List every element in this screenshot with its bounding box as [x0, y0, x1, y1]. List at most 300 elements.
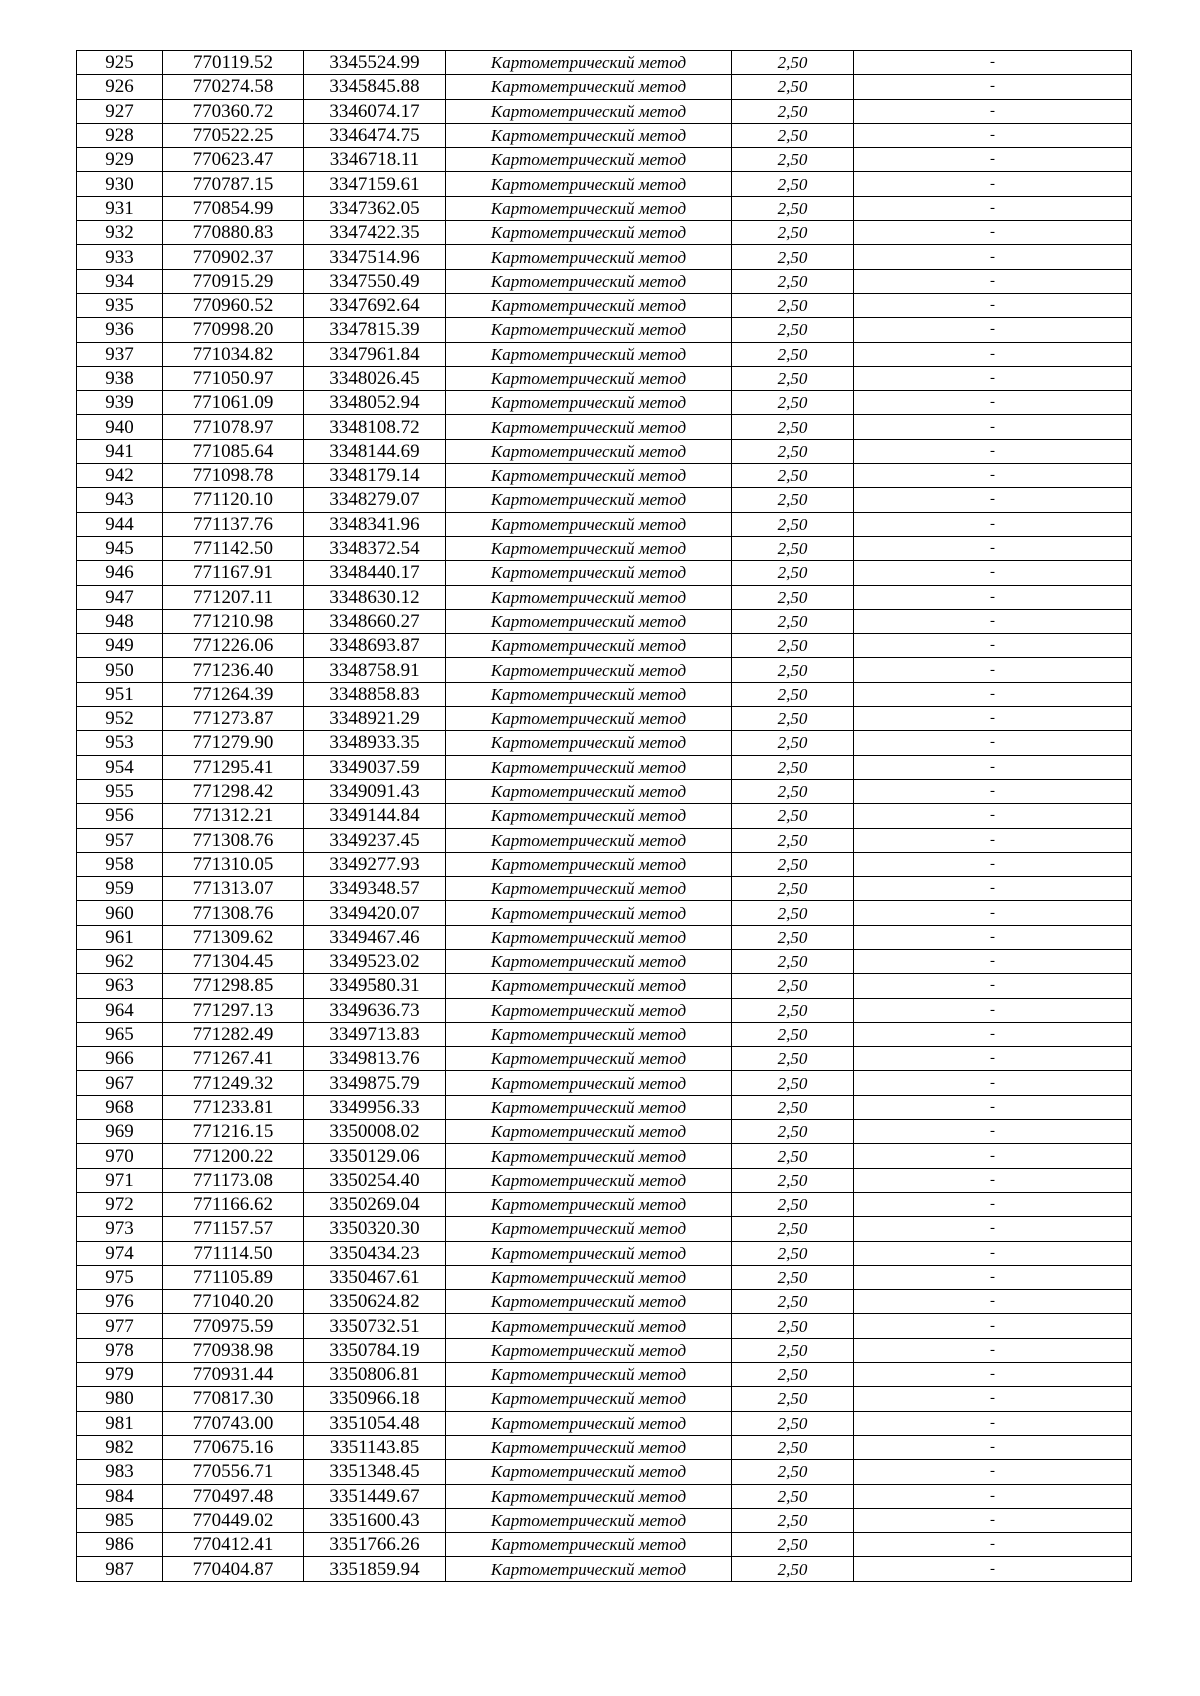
- method-cell: Картометрический метод: [446, 949, 732, 973]
- y-coordinate-cell: 3348660.27: [304, 609, 446, 633]
- x-coordinate-cell: 771273.87: [163, 707, 304, 731]
- description-cell: -: [854, 1095, 1132, 1119]
- method-cell: Картометрический метод: [446, 561, 732, 585]
- x-coordinate-cell: 771216.15: [163, 1120, 304, 1144]
- point-number-cell: 961: [77, 925, 163, 949]
- x-coordinate-cell: 770880.83: [163, 221, 304, 245]
- x-coordinate-cell: 770623.47: [163, 148, 304, 172]
- table-row: [77, 1533, 1132, 1557]
- description-cell: -: [854, 1192, 1132, 1216]
- y-coordinate-cell: 3347692.64: [304, 293, 446, 317]
- point-number-cell: 948: [77, 609, 163, 633]
- point-number-cell: 985: [77, 1508, 163, 1532]
- description-cell: -: [854, 318, 1132, 342]
- y-coordinate-cell: 3349523.02: [304, 949, 446, 973]
- table-row: [77, 172, 1132, 196]
- point-number-cell: 929: [77, 148, 163, 172]
- accuracy-cell: 2,50: [732, 707, 854, 731]
- description-cell: -: [854, 779, 1132, 803]
- accuracy-cell: 2,50: [732, 512, 854, 536]
- method-cell: Картометрический метод: [446, 877, 732, 901]
- x-coordinate-cell: 770787.15: [163, 172, 304, 196]
- x-coordinate-cell: 771034.82: [163, 342, 304, 366]
- y-coordinate-cell: 3348052.94: [304, 391, 446, 415]
- y-coordinate-cell: 3350624.82: [304, 1290, 446, 1314]
- x-coordinate-cell: 771304.45: [163, 949, 304, 973]
- y-coordinate-cell: 3348179.14: [304, 464, 446, 488]
- method-cell: Картометрический метод: [446, 1411, 732, 1435]
- table-row: [77, 634, 1132, 658]
- description-cell: -: [854, 609, 1132, 633]
- accuracy-cell: 2,50: [732, 488, 854, 512]
- description-cell: -: [854, 682, 1132, 706]
- accuracy-cell: 2,50: [732, 609, 854, 633]
- method-cell: Картометрический метод: [446, 1314, 732, 1338]
- point-number-cell: 941: [77, 439, 163, 463]
- description-cell: -: [854, 1168, 1132, 1192]
- accuracy-cell: 2,50: [732, 949, 854, 973]
- accuracy-cell: 2,50: [732, 804, 854, 828]
- y-coordinate-cell: 3349237.45: [304, 828, 446, 852]
- x-coordinate-cell: 770412.41: [163, 1533, 304, 1557]
- description-cell: -: [854, 99, 1132, 123]
- method-cell: Картометрический метод: [446, 1435, 732, 1459]
- method-cell: Картометрический метод: [446, 488, 732, 512]
- accuracy-cell: 2,50: [732, 75, 854, 99]
- point-number-cell: 954: [77, 755, 163, 779]
- method-cell: Картометрический метод: [446, 366, 732, 390]
- y-coordinate-cell: 3350320.30: [304, 1217, 446, 1241]
- accuracy-cell: 2,50: [732, 1363, 854, 1387]
- coordinates-table-body: [77, 51, 1132, 1582]
- point-number-cell: 958: [77, 852, 163, 876]
- table-row: [77, 1095, 1132, 1119]
- y-coordinate-cell: 3349813.76: [304, 1047, 446, 1071]
- accuracy-cell: 2,50: [732, 779, 854, 803]
- table-row: [77, 1314, 1132, 1338]
- point-number-cell: 925: [77, 51, 163, 75]
- description-cell: -: [854, 1460, 1132, 1484]
- point-number-cell: 951: [77, 682, 163, 706]
- accuracy-cell: 2,50: [732, 1095, 854, 1119]
- method-cell: Картометрический метод: [446, 1022, 732, 1046]
- x-coordinate-cell: 770675.16: [163, 1435, 304, 1459]
- description-cell: -: [854, 1144, 1132, 1168]
- point-number-cell: 933: [77, 245, 163, 269]
- description-cell: -: [854, 1047, 1132, 1071]
- table-row: [77, 755, 1132, 779]
- point-number-cell: 946: [77, 561, 163, 585]
- method-cell: Картометрический метод: [446, 439, 732, 463]
- x-coordinate-cell: 771282.49: [163, 1022, 304, 1046]
- x-coordinate-cell: 771061.09: [163, 391, 304, 415]
- description-cell: -: [854, 269, 1132, 293]
- description-cell: -: [854, 998, 1132, 1022]
- description-cell: -: [854, 1338, 1132, 1362]
- method-cell: Картометрический метод: [446, 1241, 732, 1265]
- y-coordinate-cell: 3349467.46: [304, 925, 446, 949]
- x-coordinate-cell: 771105.89: [163, 1265, 304, 1289]
- y-coordinate-cell: 3350806.81: [304, 1363, 446, 1387]
- x-coordinate-cell: 771264.39: [163, 682, 304, 706]
- y-coordinate-cell: 3351449.67: [304, 1484, 446, 1508]
- description-cell: -: [854, 1411, 1132, 1435]
- y-coordinate-cell: 3347550.49: [304, 269, 446, 293]
- x-coordinate-cell: 770522.25: [163, 123, 304, 147]
- table-row: [77, 1217, 1132, 1241]
- point-number-cell: 955: [77, 779, 163, 803]
- table-row: [77, 1168, 1132, 1192]
- method-cell: Картометрический метод: [446, 585, 732, 609]
- accuracy-cell: 2,50: [732, 852, 854, 876]
- method-cell: Картометрический метод: [446, 1484, 732, 1508]
- y-coordinate-cell: 3345524.99: [304, 51, 446, 75]
- description-cell: -: [854, 901, 1132, 925]
- accuracy-cell: 2,50: [732, 391, 854, 415]
- description-cell: -: [854, 536, 1132, 560]
- method-cell: Картометрический метод: [446, 536, 732, 560]
- point-number-cell: 980: [77, 1387, 163, 1411]
- x-coordinate-cell: 771085.64: [163, 439, 304, 463]
- accuracy-cell: 2,50: [732, 1265, 854, 1289]
- accuracy-cell: 2,50: [732, 196, 854, 220]
- y-coordinate-cell: 3350008.02: [304, 1120, 446, 1144]
- x-coordinate-cell: 771298.85: [163, 974, 304, 998]
- description-cell: -: [854, 877, 1132, 901]
- accuracy-cell: 2,50: [732, 1217, 854, 1241]
- y-coordinate-cell: 3348108.72: [304, 415, 446, 439]
- table-row: [77, 1022, 1132, 1046]
- x-coordinate-cell: 771233.81: [163, 1095, 304, 1119]
- y-coordinate-cell: 3349875.79: [304, 1071, 446, 1095]
- description-cell: -: [854, 974, 1132, 998]
- y-coordinate-cell: 3351348.45: [304, 1460, 446, 1484]
- point-number-cell: 969: [77, 1120, 163, 1144]
- description-cell: -: [854, 439, 1132, 463]
- method-cell: Картометрический метод: [446, 51, 732, 75]
- x-coordinate-cell: 771207.11: [163, 585, 304, 609]
- description-cell: -: [854, 1533, 1132, 1557]
- x-coordinate-cell: 771050.97: [163, 366, 304, 390]
- description-cell: -: [854, 464, 1132, 488]
- table-row: [77, 731, 1132, 755]
- method-cell: Картометрический метод: [446, 318, 732, 342]
- y-coordinate-cell: 3350254.40: [304, 1168, 446, 1192]
- description-cell: -: [854, 1557, 1132, 1581]
- y-coordinate-cell: 3351054.48: [304, 1411, 446, 1435]
- y-coordinate-cell: 3345845.88: [304, 75, 446, 99]
- point-number-cell: 950: [77, 658, 163, 682]
- x-coordinate-cell: 770119.52: [163, 51, 304, 75]
- description-cell: -: [854, 1484, 1132, 1508]
- x-coordinate-cell: 770556.71: [163, 1460, 304, 1484]
- table-row: [77, 99, 1132, 123]
- y-coordinate-cell: 3349636.73: [304, 998, 446, 1022]
- table-row: [77, 1120, 1132, 1144]
- method-cell: Картометрический метод: [446, 148, 732, 172]
- point-number-cell: 976: [77, 1290, 163, 1314]
- description-cell: -: [854, 1314, 1132, 1338]
- method-cell: Картометрический метод: [446, 1338, 732, 1362]
- accuracy-cell: 2,50: [732, 1047, 854, 1071]
- method-cell: Картометрический метод: [446, 925, 732, 949]
- method-cell: Картометрический метод: [446, 974, 732, 998]
- table-row: [77, 804, 1132, 828]
- accuracy-cell: 2,50: [732, 1435, 854, 1459]
- point-number-cell: 987: [77, 1557, 163, 1581]
- table-row: [77, 75, 1132, 99]
- description-cell: -: [854, 196, 1132, 220]
- method-cell: Картометрический метод: [446, 804, 732, 828]
- x-coordinate-cell: 771310.05: [163, 852, 304, 876]
- description-cell: -: [854, 172, 1132, 196]
- y-coordinate-cell: 3347159.61: [304, 172, 446, 196]
- point-number-cell: 952: [77, 707, 163, 731]
- x-coordinate-cell: 770497.48: [163, 1484, 304, 1508]
- table-row: [77, 1508, 1132, 1532]
- table-row: [77, 1435, 1132, 1459]
- accuracy-cell: 2,50: [732, 901, 854, 925]
- description-cell: -: [854, 707, 1132, 731]
- y-coordinate-cell: 3349091.43: [304, 779, 446, 803]
- method-cell: Картометрический метод: [446, 245, 732, 269]
- method-cell: Картометрический метод: [446, 1047, 732, 1071]
- accuracy-cell: 2,50: [732, 755, 854, 779]
- x-coordinate-cell: 770360.72: [163, 99, 304, 123]
- table-row: [77, 779, 1132, 803]
- description-cell: -: [854, 1508, 1132, 1532]
- accuracy-cell: 2,50: [732, 172, 854, 196]
- y-coordinate-cell: 3350966.18: [304, 1387, 446, 1411]
- description-cell: -: [854, 634, 1132, 658]
- accuracy-cell: 2,50: [732, 682, 854, 706]
- point-number-cell: 957: [77, 828, 163, 852]
- description-cell: -: [854, 755, 1132, 779]
- x-coordinate-cell: 770998.20: [163, 318, 304, 342]
- point-number-cell: 938: [77, 366, 163, 390]
- point-number-cell: 953: [77, 731, 163, 755]
- point-number-cell: 940: [77, 415, 163, 439]
- x-coordinate-cell: 770931.44: [163, 1363, 304, 1387]
- description-cell: -: [854, 585, 1132, 609]
- point-number-cell: 978: [77, 1338, 163, 1362]
- table-row: [77, 949, 1132, 973]
- table-row: [77, 366, 1132, 390]
- point-number-cell: 956: [77, 804, 163, 828]
- description-cell: -: [854, 1071, 1132, 1095]
- method-cell: Картометрический метод: [446, 779, 732, 803]
- accuracy-cell: 2,50: [732, 221, 854, 245]
- y-coordinate-cell: 3349956.33: [304, 1095, 446, 1119]
- method-cell: Картометрический метод: [446, 755, 732, 779]
- y-coordinate-cell: 3350269.04: [304, 1192, 446, 1216]
- description-cell: -: [854, 804, 1132, 828]
- method-cell: Картометрический метод: [446, 1168, 732, 1192]
- accuracy-cell: 2,50: [732, 1241, 854, 1265]
- description-cell: -: [854, 75, 1132, 99]
- table-row: [77, 293, 1132, 317]
- table-row: [77, 1071, 1132, 1095]
- description-cell: -: [854, 245, 1132, 269]
- point-number-cell: 947: [77, 585, 163, 609]
- method-cell: Картометрический метод: [446, 901, 732, 925]
- method-cell: Картометрический метод: [446, 75, 732, 99]
- table-row: [77, 318, 1132, 342]
- description-cell: -: [854, 949, 1132, 973]
- method-cell: Картометрический метод: [446, 123, 732, 147]
- accuracy-cell: 2,50: [732, 561, 854, 585]
- accuracy-cell: 2,50: [732, 293, 854, 317]
- x-coordinate-cell: 770449.02: [163, 1508, 304, 1532]
- table-row: [77, 1411, 1132, 1435]
- x-coordinate-cell: 771308.76: [163, 828, 304, 852]
- x-coordinate-cell: 771040.20: [163, 1290, 304, 1314]
- description-cell: -: [854, 1022, 1132, 1046]
- y-coordinate-cell: 3350434.23: [304, 1241, 446, 1265]
- description-cell: -: [854, 512, 1132, 536]
- coordinates-table: [76, 50, 1132, 1582]
- point-number-cell: 966: [77, 1047, 163, 1071]
- x-coordinate-cell: 771142.50: [163, 536, 304, 560]
- description-cell: -: [854, 293, 1132, 317]
- table-row: [77, 707, 1132, 731]
- method-cell: Картометрический метод: [446, 852, 732, 876]
- method-cell: Картометрический метод: [446, 1265, 732, 1289]
- table-row: [77, 1557, 1132, 1581]
- point-number-cell: 970: [77, 1144, 163, 1168]
- method-cell: Картометрический метод: [446, 196, 732, 220]
- table-row: [77, 245, 1132, 269]
- point-number-cell: 942: [77, 464, 163, 488]
- method-cell: Картометрический метод: [446, 1508, 732, 1532]
- method-cell: Картометрический метод: [446, 682, 732, 706]
- method-cell: Картометрический метод: [446, 1144, 732, 1168]
- method-cell: Картометрический метод: [446, 99, 732, 123]
- accuracy-cell: 2,50: [732, 1290, 854, 1314]
- x-coordinate-cell: 771313.07: [163, 877, 304, 901]
- table-row: [77, 1484, 1132, 1508]
- method-cell: Картометрический метод: [446, 1071, 732, 1095]
- method-cell: Картометрический метод: [446, 1217, 732, 1241]
- table-row: [77, 488, 1132, 512]
- table-row: [77, 609, 1132, 633]
- table-row: [77, 852, 1132, 876]
- method-cell: Картометрический метод: [446, 1290, 732, 1314]
- accuracy-cell: 2,50: [732, 1022, 854, 1046]
- table-row: [77, 828, 1132, 852]
- description-cell: -: [854, 658, 1132, 682]
- y-coordinate-cell: 3348026.45: [304, 366, 446, 390]
- x-coordinate-cell: 771098.78: [163, 464, 304, 488]
- method-cell: Картометрический метод: [446, 1533, 732, 1557]
- y-coordinate-cell: 3349144.84: [304, 804, 446, 828]
- point-number-cell: 983: [77, 1460, 163, 1484]
- accuracy-cell: 2,50: [732, 366, 854, 390]
- x-coordinate-cell: 771200.22: [163, 1144, 304, 1168]
- x-coordinate-cell: 771249.32: [163, 1071, 304, 1095]
- x-coordinate-cell: 771309.62: [163, 925, 304, 949]
- x-coordinate-cell: 771236.40: [163, 658, 304, 682]
- y-coordinate-cell: 3349713.83: [304, 1022, 446, 1046]
- x-coordinate-cell: 771137.76: [163, 512, 304, 536]
- point-number-cell: 963: [77, 974, 163, 998]
- table-row: [77, 1460, 1132, 1484]
- accuracy-cell: 2,50: [732, 99, 854, 123]
- x-coordinate-cell: 771297.13: [163, 998, 304, 1022]
- description-cell: -: [854, 221, 1132, 245]
- y-coordinate-cell: 3348341.96: [304, 512, 446, 536]
- accuracy-cell: 2,50: [732, 998, 854, 1022]
- accuracy-cell: 2,50: [732, 828, 854, 852]
- description-cell: -: [854, 1265, 1132, 1289]
- accuracy-cell: 2,50: [732, 1508, 854, 1532]
- y-coordinate-cell: 3346718.11: [304, 148, 446, 172]
- point-number-cell: 959: [77, 877, 163, 901]
- method-cell: Картометрический метод: [446, 707, 732, 731]
- table-row: [77, 51, 1132, 75]
- point-number-cell: 977: [77, 1314, 163, 1338]
- y-coordinate-cell: 3349580.31: [304, 974, 446, 998]
- method-cell: Картометрический метод: [446, 512, 732, 536]
- x-coordinate-cell: 771295.41: [163, 755, 304, 779]
- description-cell: -: [854, 488, 1132, 512]
- y-coordinate-cell: 3350129.06: [304, 1144, 446, 1168]
- method-cell: Картометрический метод: [446, 1192, 732, 1216]
- y-coordinate-cell: 3348758.91: [304, 658, 446, 682]
- accuracy-cell: 2,50: [732, 1120, 854, 1144]
- point-number-cell: 986: [77, 1533, 163, 1557]
- table-row: [77, 415, 1132, 439]
- point-number-cell: 971: [77, 1168, 163, 1192]
- table-row: [77, 901, 1132, 925]
- method-cell: Картометрический метод: [446, 634, 732, 658]
- method-cell: Картометрический метод: [446, 464, 732, 488]
- description-cell: -: [854, 1290, 1132, 1314]
- description-cell: -: [854, 1241, 1132, 1265]
- accuracy-cell: 2,50: [732, 1387, 854, 1411]
- point-number-cell: 975: [77, 1265, 163, 1289]
- x-coordinate-cell: 771078.97: [163, 415, 304, 439]
- x-coordinate-cell: 771298.42: [163, 779, 304, 803]
- table-row: [77, 391, 1132, 415]
- accuracy-cell: 2,50: [732, 245, 854, 269]
- description-cell: -: [854, 342, 1132, 366]
- accuracy-cell: 2,50: [732, 585, 854, 609]
- table-row: [77, 196, 1132, 220]
- point-number-cell: 982: [77, 1435, 163, 1459]
- accuracy-cell: 2,50: [732, 1192, 854, 1216]
- point-number-cell: 962: [77, 949, 163, 973]
- table-row: [77, 998, 1132, 1022]
- x-coordinate-cell: 770274.58: [163, 75, 304, 99]
- accuracy-cell: 2,50: [732, 1168, 854, 1192]
- table-row: [77, 512, 1132, 536]
- description-cell: -: [854, 51, 1132, 75]
- accuracy-cell: 2,50: [732, 1460, 854, 1484]
- y-coordinate-cell: 3348144.69: [304, 439, 446, 463]
- description-cell: -: [854, 1435, 1132, 1459]
- x-coordinate-cell: 771167.91: [163, 561, 304, 585]
- point-number-cell: 984: [77, 1484, 163, 1508]
- description-cell: -: [854, 415, 1132, 439]
- point-number-cell: 967: [77, 1071, 163, 1095]
- method-cell: Картометрический метод: [446, 172, 732, 196]
- accuracy-cell: 2,50: [732, 51, 854, 75]
- method-cell: Картометрический метод: [446, 415, 732, 439]
- x-coordinate-cell: 771267.41: [163, 1047, 304, 1071]
- point-number-cell: 939: [77, 391, 163, 415]
- x-coordinate-cell: 770938.98: [163, 1338, 304, 1362]
